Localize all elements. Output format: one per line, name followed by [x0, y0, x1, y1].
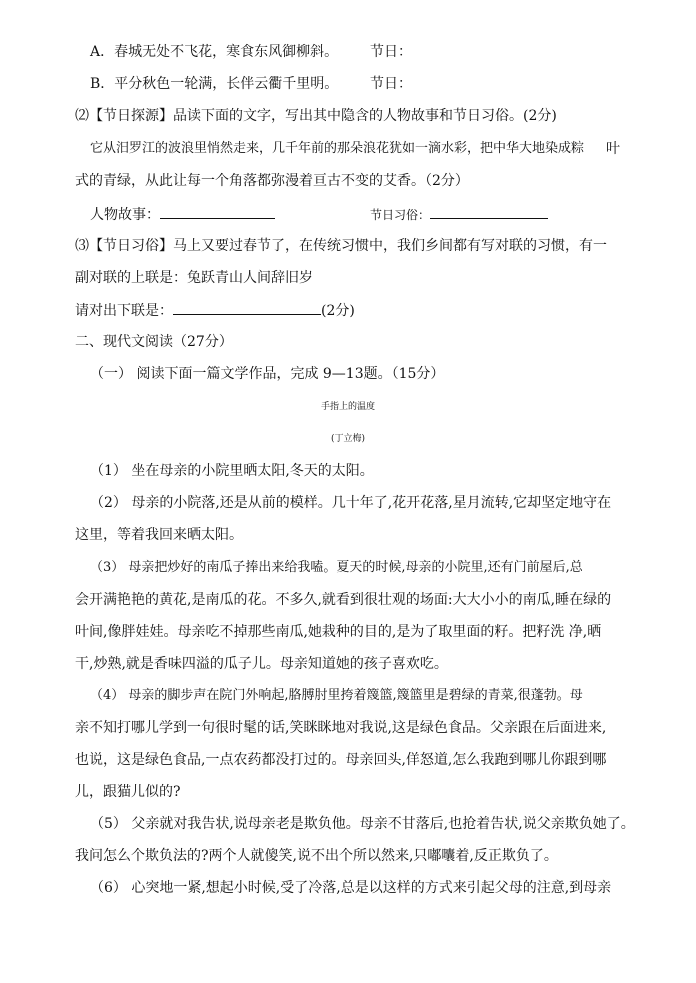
question-3-prompt-line-1: ⑶【节日习俗】马上又要过春节了，在传统习惯中，我们乡间都有写对联的习惯，有一	[75, 238, 607, 254]
story-answer-blank[interactable]	[160, 204, 275, 219]
custom-answer-blank[interactable]	[430, 204, 548, 219]
section-subheading: （一） 阅读下面一篇文学作品，完成 9—13题。（15分）	[90, 366, 445, 382]
article-author: (丁立梅)	[330, 434, 366, 444]
paragraph-4-line-1: （4） 母亲的脚步声在院门外响起,胳膊肘里挎着篾篮,篾篮里是碧绿的青菜,很蓬勃。母	[90, 688, 583, 703]
question-2-prompt: ⑵【节日探源】品读下面的文字，写出其中隐含的人物故事和节日习俗。(2分)	[75, 108, 557, 124]
custom-answer-row	[370, 204, 548, 225]
paragraph-2-line-2: 这里，等着我回来晒太阳。	[75, 527, 243, 543]
question-2-passage-line-2: 式的青绿，从此让每一个角落都弥漫着亘古不变的艾香。（2分）	[75, 173, 469, 189]
paragraph-4-line-4: 儿，跟猫儿似的?	[75, 784, 181, 800]
story-answer-row	[90, 204, 275, 225]
paragraph-4-line-2: 亲不知打哪儿学到一句很时髦的话,笑眯眯地对我说,这是绿色食品。父亲跟在后面进来,	[75, 720, 607, 736]
paragraph-4-line-3: 也说，这是绿色食品,一点农药都没打过的。母亲回头,佯怒道,怎么我跑到哪儿你跟到哪	[75, 752, 607, 768]
custom-label: 节日习俗：	[370, 208, 431, 222]
paragraph-3-line-4: 干,炒熟,就是香味四溢的瓜子儿。母亲知道她的孩子喜欢吃。	[75, 656, 448, 672]
paragraph-5-line-2: 我问怎么个欺负法的?两个人就傻笑,说不出个所以然来,只嘟囔着,反正欺负了。	[75, 848, 558, 864]
paragraph-6-line-1: （6） 心突地一紧,想起小时候,受了冷落,总是以这样的方式来引起父母的注意,到母亲	[90, 880, 612, 896]
question-2-passage-line-1: 它从汨罗江的波浪里悄然走来，几千年前的那朵浪花犹如一滴水彩，把中华大地染成粽	[90, 141, 585, 156]
paragraph-5-line-1: （5） 父亲就对我告状,说母亲老是欺负他。母亲不甘落后,也抢着告状,说父亲欺负她了。	[90, 816, 635, 832]
section-heading: 二、现代文阅读（27分）	[75, 334, 233, 350]
couplet-answer-blank[interactable]	[173, 300, 321, 315]
question-3-answer-row	[75, 300, 355, 321]
paragraph-1: （1） 坐在母亲的小院里晒太阳,冬天的太阳。	[90, 463, 374, 479]
answer-label: 请对出下联是：	[75, 303, 173, 319]
article-title: 手指上的温度	[320, 402, 375, 412]
question-b-item: B．平分秋色一轮满，长伴云衢千里明。	[90, 76, 339, 92]
paragraph-3-line-2: 会开满艳艳的黄花,是南瓜的花。不多久,就看到很壮观的场面:大大小小的南瓜,睡在绿的	[75, 592, 612, 608]
paragraph-3-line-1: （3） 母亲把炒好的南瓜子捧出来给我嗑。夏天的时候,母亲的小院里,还有门前屋后,总	[90, 560, 583, 575]
question-2-passage-line-1-tail: 叶	[606, 141, 620, 157]
question-b-festival-label: 节日：	[370, 76, 412, 92]
question-a-item: A．春城无处不飞花，寒食东风御柳斜。	[90, 44, 339, 60]
question-3-prompt-line-2: 副对联的上联是：兔跃青山人间辞旧岁	[75, 270, 313, 286]
paragraph-3-line-3: 叶间,像胖娃娃。母亲吃不掉那些南瓜,她栽种的目的,是为了取里面的籽。把籽洗 净,晒	[75, 624, 602, 640]
question-3-score: (2分)	[321, 303, 355, 319]
paragraph-2-line-1: （2） 母亲的小院落,还是从前的模样。几十年了,花开花落,星月流转,它却坚定地守在	[90, 495, 612, 511]
story-label: 人物故事：	[90, 207, 160, 223]
question-a-festival-label: 节日：	[370, 44, 412, 60]
